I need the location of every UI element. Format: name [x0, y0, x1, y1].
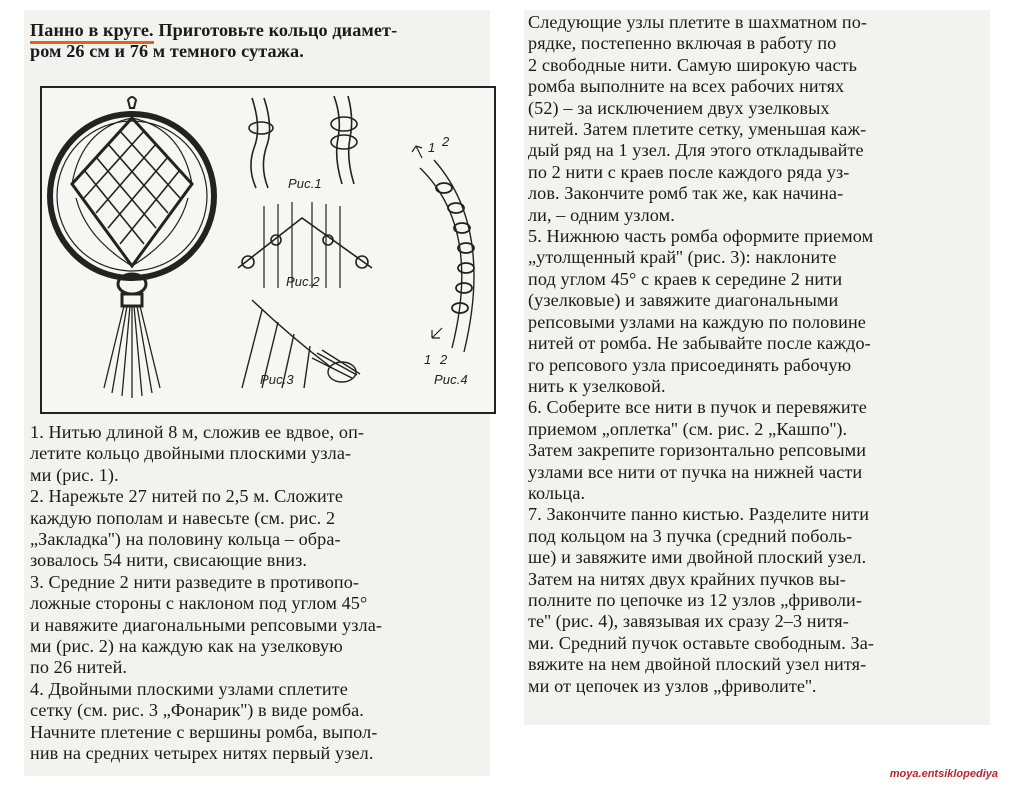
site-watermark: moya.entsiklopediya: [889, 768, 998, 780]
ring-panel-drawing: [50, 97, 214, 398]
right-line: нить к узелковой.: [528, 375, 666, 396]
right-line: ли, – одним узлом.: [528, 204, 675, 225]
right-line: вяжите на нем двойной плоский узел нитя-: [528, 654, 867, 675]
right-line: по 2 нити с краев после каждого ряда уз-: [528, 161, 850, 182]
left-column: [24, 10, 490, 776]
fig3-label: Рис.3: [260, 372, 294, 387]
left-line: нив на средних четырех нитях первый узел.: [30, 743, 374, 764]
right-line: приемом „оплетка'' (см. рис. 2 „Кашпо'').: [528, 418, 848, 439]
right-line: го репсового узла присоединять рабочую: [528, 354, 852, 375]
left-line: „Закладка'') на половину кольца – обра-: [30, 529, 341, 550]
macrame-illustrations: [42, 88, 494, 412]
left-line: каждую пополам и навесьте (см. рис. 2: [30, 507, 336, 528]
right-column: [524, 10, 990, 725]
right-line: 5. Нижнюю часть ромба оформите приемом: [528, 226, 874, 247]
right-line: под углом 45° с краев к середине 2 нити: [528, 268, 843, 289]
right-line: полните по цепочке из 12 узлов „фриволи-: [528, 589, 863, 610]
right-line: Затем закрепите горизонтально репсовыми: [528, 440, 867, 461]
title-line-1-text: Приготовьте кольцо диамет-: [153, 20, 398, 40]
fig1-drawing: [249, 96, 357, 188]
diamond-net: [84, 131, 180, 244]
title-line-2: ром 26 см и 76 м темного сутажа.: [30, 41, 304, 62]
right-line: (узелковые) и завяжите диагональными: [528, 290, 839, 311]
right-line: нитей от ромба. Не забывайте после каждо-: [528, 333, 871, 354]
right-line: ми от цепочек из узлов „фриволите''.: [528, 675, 817, 696]
fig2-label: Рис.2: [286, 274, 320, 289]
right-line: (52) – за исключением двух узелковых: [528, 97, 830, 118]
right-line: под кольцом на 3 пучка (средний поболь-: [528, 525, 853, 546]
right-line: 2 свободные нити. Самую широкую часть: [528, 54, 858, 75]
left-line: ми (рис. 2) на каждую как на узелковую: [30, 636, 343, 657]
right-steps: [528, 12, 986, 697]
right-line: ромба выполните на всех рабочих нитях: [528, 76, 845, 97]
fig4-thread-2-top: 2: [442, 134, 450, 149]
right-line: нитей. Затем плетите сетку, уменьшая каж-: [528, 119, 867, 140]
left-line: Начните плетение с вершины ромба, выпол-: [30, 721, 378, 742]
right-line: кольца.: [528, 482, 586, 503]
fig4-thread-1-top: 1: [428, 140, 436, 155]
right-line: репсовыми узлами на каждую по половине: [528, 311, 866, 332]
fig4-drawing: [412, 146, 474, 352]
left-line: ложные стороны с наклоном под углом 45°: [30, 593, 368, 614]
title-line-1: [30, 20, 488, 41]
title-heading: Панно в круге.: [30, 20, 154, 44]
left-steps: [30, 422, 488, 765]
left-line: и навяжите диагональными репсовыми узла-: [30, 614, 383, 635]
right-line: „утолщенный край'' (рис. 3): наклоните: [528, 247, 837, 268]
left-line: ми (рис. 1).: [30, 464, 119, 485]
left-line: сетку (см. рис. 3 „Фонарик'') в виде ромба.: [30, 700, 364, 721]
left-line: зовалось 54 нити, свисающие вниз.: [30, 550, 308, 571]
right-line: узлами все нити от пучка на нижней части: [528, 461, 863, 482]
intro: [30, 20, 488, 63]
left-line: летите кольцо двойными плоскими узла-: [30, 443, 352, 464]
fig4-label: Рис.4: [434, 372, 468, 387]
left-line: 4. Двойными плоскими узлами сплетите: [30, 678, 348, 699]
right-line: 7. Закончите панно кистью. Разделите нити: [528, 504, 870, 525]
tassel: [104, 306, 160, 398]
right-line: 6. Соберите все нити в пучок и перевяжите: [528, 397, 867, 418]
right-line: Затем на нитях двух крайних пучков вы-: [528, 568, 846, 589]
illustration-panel: [40, 86, 496, 414]
left-line: 3. Средние 2 нити разведите в противопо-: [30, 571, 360, 592]
right-line: те'' (рис. 4), завязывая их сразу 2–3 нитя-: [528, 611, 849, 632]
ring: [50, 114, 214, 278]
left-line: 1. Нитью длиной 8 м, сложив ее вдвое, оп-: [30, 422, 365, 442]
right-line: ми. Средний пучок оставьте свободным. За-: [528, 632, 875, 653]
right-line: Следующие узлы плетите в шахматном по-: [528, 12, 868, 32]
right-line: лов. Закончите ромб так же, как начина-: [528, 183, 844, 204]
fig1-label: Рис.1: [288, 176, 322, 191]
wrap-knot: [122, 294, 142, 306]
left-line: 2. Нарежьте 27 нитей по 2,5 м. Сложите: [30, 486, 344, 507]
left-line: по 26 нитей.: [30, 657, 128, 678]
right-line: ше) и завяжите ими двойной плоский узел.: [528, 547, 867, 568]
right-line: дый ряд на 1 узел. Для этого откладывайте: [528, 140, 864, 161]
fig4-thread-2-bottom: 2: [440, 352, 448, 367]
right-line: рядке, постепенно включая в работу по: [528, 33, 837, 54]
hanging-loop: [128, 97, 136, 108]
fig4-thread-1-bottom: 1: [424, 352, 432, 367]
